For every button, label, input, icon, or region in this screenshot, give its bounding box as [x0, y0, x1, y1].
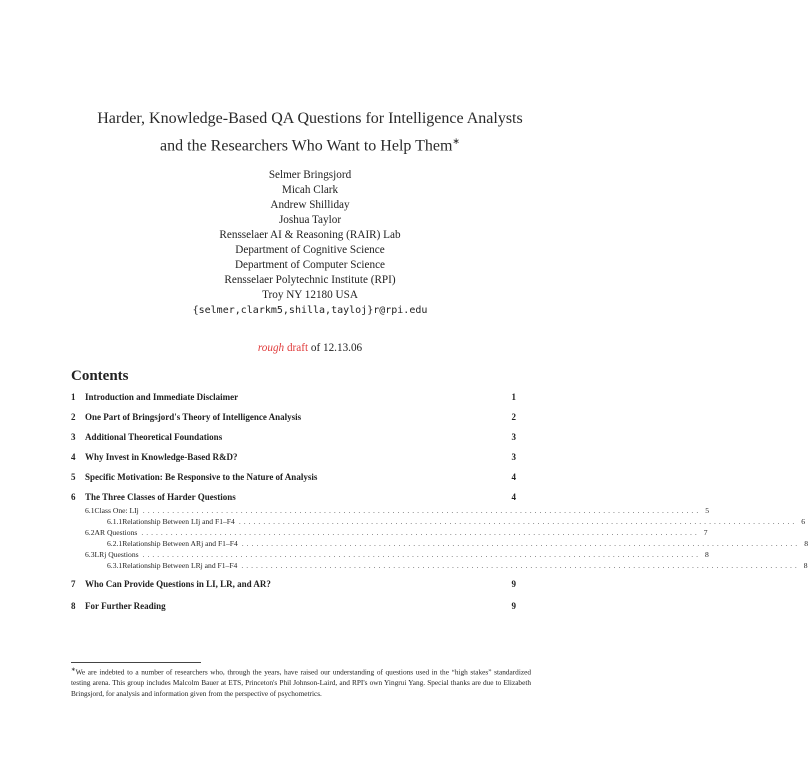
toc-subentry[interactable]: 6.2 AR Questions .................................................................................................................. 7 — [85, 528, 708, 537]
toc-subentry[interactable]: 6.3 LRj Questions .................................................................................................................. 8 — [85, 550, 709, 559]
title-line-1: Harder, Knowledge-Based QA Questions for Intelligence Analysts — [97, 110, 523, 127]
footnote-mark: ∗ — [71, 667, 76, 673]
footnote-text: We are indebted to a number of researchers who, through the years, have raised our understanding of questions used in the “high stakes” standardized testing arena. This group includes Malcolm Bauer at ETS, Princeton's Phil Johnson-Laird, and RPI's own Yingrui Yang. Special thanks are due to Elizabeth Bringsjord, for analysis and information given from the perspective of psychometrics. — [71, 667, 531, 699]
paper-title — [40, 108, 580, 157]
draft-rough: rough — [257, 342, 285, 354]
footnote — [71, 665, 531, 699]
toc-entry[interactable]: 2 One Part of Bringsjord's Theory of Intelligence Analysis 2 — [71, 412, 516, 422]
toc-entry[interactable]: 4 Why Invest in Knowledge-Based R&D? 3 — [71, 452, 516, 462]
toc-entry[interactable]: 3 Additional Theoretical Foundations 3 — [71, 432, 516, 442]
author-name: Joshua Taylor — [278, 214, 342, 226]
toc-subentry[interactable]: 6.1 Class One: LIj .................................................................................................................. 5 — [85, 506, 710, 515]
toc-subentry[interactable]: 6.3.1 Relationship Between LRj and F1–F4 .................................................................................................................. 8 — [107, 561, 808, 570]
contents-heading: Contents — [71, 368, 129, 384]
draft-note — [40, 342, 580, 354]
affiliation-dept: Department of Cognitive Science — [235, 244, 385, 256]
author-block — [40, 168, 580, 318]
toc-entry[interactable]: 6 The Three Classes of Harder Questions 4 — [71, 492, 516, 502]
affiliation-address: Troy NY 12180 USA — [262, 289, 358, 301]
draft-date: of 12.13.06 — [310, 342, 363, 354]
footnote-rule — [71, 662, 201, 663]
title-footnote-mark: ∗ — [452, 136, 460, 146]
toc-entry[interactable]: 1 Introduction and Immediate Disclaimer 1 — [71, 392, 516, 402]
toc-subentry[interactable]: 6.1.1 Relationship Between LIj and F1–F4 .................................................................................................................. 6 — [107, 517, 806, 526]
author-emails: {selmer,clarkm5,shilla,tayloj}r@rpi.edu — [192, 305, 428, 316]
affiliation-dept: Department of Computer Science — [234, 259, 386, 271]
toc-entry[interactable]: 7 Who Can Provide Questions in LI, LR, and AR? 9 — [71, 579, 516, 589]
toc-entry[interactable]: 8 For Further Reading 9 — [71, 601, 516, 611]
author-name: Selmer Bringsjord — [268, 169, 352, 181]
affiliation-lab: Rensselaer AI & Reasoning (RAIR) Lab — [219, 229, 401, 241]
title-line-2: and the Researchers Who Want to Help Them — [160, 137, 453, 155]
toc-subentry[interactable]: 6.2.1 Relationship Between ARj and F1–F4 .................................................................................................................. 8 — [107, 539, 808, 548]
affiliation-institute: Rensselaer Polytechnic Institute (RPI) — [224, 274, 396, 286]
table-of-contents — [71, 392, 808, 614]
draft-word: draft — [286, 342, 309, 354]
author-name: Micah Clark — [281, 184, 339, 196]
toc-entry[interactable]: 5 Specific Motivation: Be Responsive to the Nature of Analysis 4 — [71, 472, 516, 482]
author-name: Andrew Shilliday — [270, 199, 350, 211]
